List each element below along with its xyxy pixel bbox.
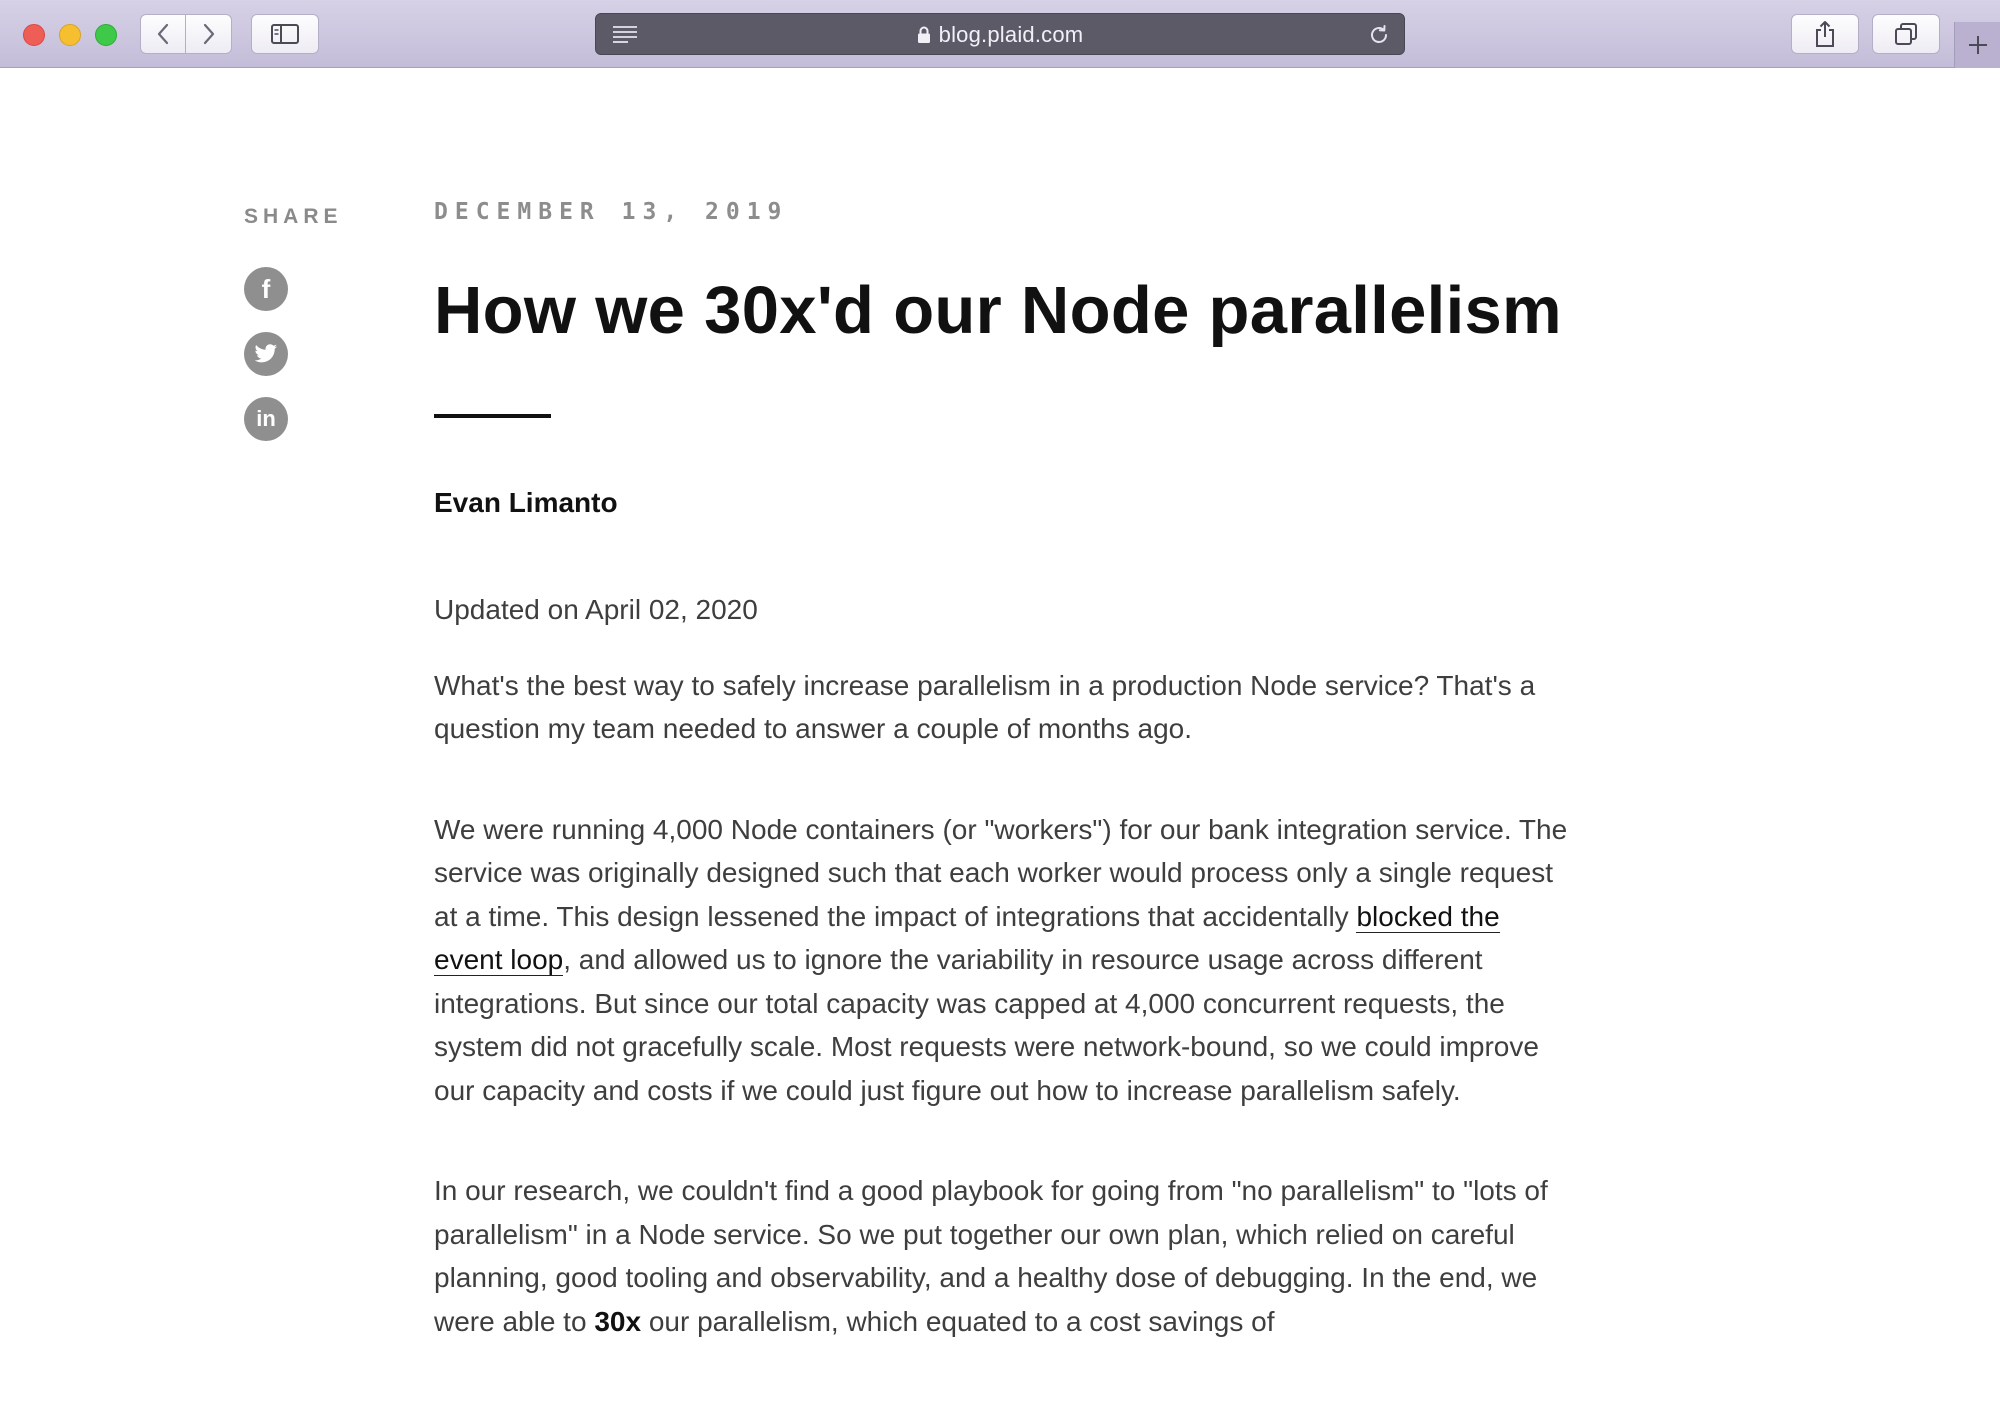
blocked-event-loop-link[interactable]: blocked the event loop	[434, 900, 1500, 975]
paragraph-2-text-start: We were running 4,000 Node containers (or "workers") for our bank integration service. The service was originally designed such that each worker would process only a single request at a time. This design lessened the impact of integrations that accidentally	[434, 813, 1568, 932]
plus-icon	[1968, 35, 1988, 55]
url-display	[596, 14, 1404, 56]
back-button[interactable]	[140, 14, 186, 54]
paragraph-2-text-end: , and allowed us to ignore the variability in resource usage across different integrations. But since our total capacity was capped at 4,000 concurrent requests, the system did not gracefully scale. Most requests were network-bound, so we could improve our capacity and costs if we could just figure out how to increase parallelism safely.	[434, 944, 1539, 1106]
linkedin-share-button[interactable]	[244, 397, 288, 441]
twitter-icon	[254, 344, 278, 364]
sidebar-toggle-button[interactable]	[251, 14, 319, 54]
updated-date: Updated on April 02, 2020	[434, 594, 758, 625]
sidebar-icon	[271, 24, 299, 44]
address-bar[interactable]	[595, 13, 1405, 55]
browser-toolbar	[0, 0, 2000, 68]
paragraph-2	[434, 808, 1574, 1113]
zoom-window-button[interactable]	[95, 24, 117, 46]
linkedin-icon: in	[256, 406, 276, 431]
close-window-button[interactable]	[23, 24, 45, 46]
reload-icon[interactable]	[1368, 24, 1390, 46]
chevron-right-icon	[202, 23, 216, 45]
post-title: How we 30x'd our Node parallelism	[434, 273, 1562, 348]
article-body	[434, 588, 1574, 1400]
post-author: Evan Limanto	[434, 487, 618, 518]
tabs-icon	[1894, 22, 1918, 46]
chevron-left-icon	[156, 23, 170, 45]
minimize-window-button[interactable]	[59, 24, 81, 46]
share-label: SHARE	[244, 205, 343, 228]
paragraph-3-bold: 30x	[594, 1305, 642, 1337]
forward-button[interactable]	[186, 14, 232, 54]
post-date: DECEMBER 13, 2019	[434, 199, 789, 225]
paragraph-3-text-end: our parallelism, which equated to a cost savings of	[641, 1305, 1275, 1337]
lock-icon	[917, 26, 931, 44]
paragraph-3-text-start: In our research, we couldn't find a good playbook for going from "no parallelism" to "lots of parallelism" in a Node service. So we put together our own plan, which relied on careful planning, good tooling and observability, and a healthy dose of debugging. In the end, we were able to	[434, 1175, 1548, 1337]
title-divider	[434, 414, 551, 418]
show-tabs-button[interactable]	[1872, 14, 1940, 54]
new-tab-button[interactable]	[1954, 22, 2000, 68]
facebook-share-button[interactable]	[244, 267, 288, 311]
twitter-share-button[interactable]	[244, 332, 288, 376]
url-text: blog.plaid.com	[938, 22, 1084, 47]
share-icon	[1814, 20, 1836, 48]
paragraph-3	[434, 1169, 1574, 1343]
share-button[interactable]	[1791, 14, 1859, 54]
paragraph-1: What's the best way to safely increase parallelism in a production Node service? That's a question my team needed to answer a couple of months ago.	[434, 669, 1536, 744]
facebook-icon: f	[261, 273, 271, 304]
